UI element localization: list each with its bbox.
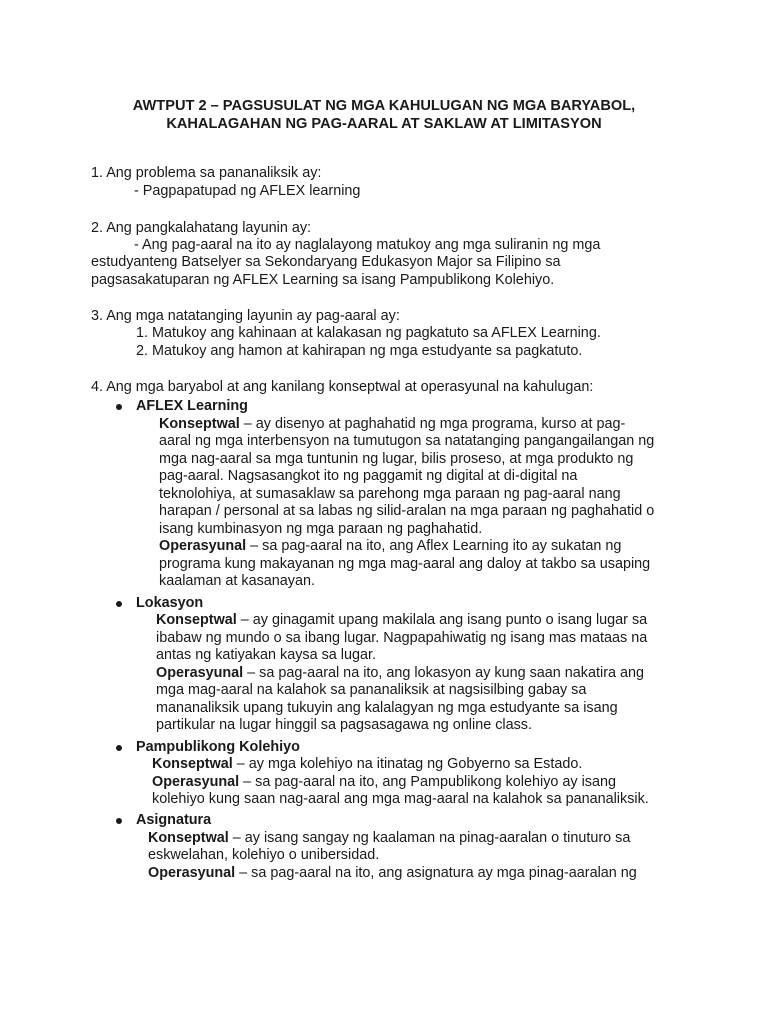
section-4-heading: 4. Ang mga baryabol at ang kanilang konseptwal at operasyunal na kahulugan: [91, 379, 594, 395]
aflex-konseptwal-line: Konseptwal – ay disenyo at paghahatid ng mga programa, kurso at pag- [159, 416, 626, 432]
bullet-icon [116, 601, 122, 607]
operasyunal-label: Operasyunal [159, 538, 247, 554]
bullet-icon [116, 745, 122, 751]
lokasyon-operasyunal-line: Operasyunal – sa pag-aaral na ito, ang lokasyon ay kung saan nakatira ang [156, 665, 644, 681]
pampubliko-operasyunal-line: kolehiyo kung saan nag-aaral ang mga mag-aaral na kalahok sa pananaliksik. [152, 791, 649, 807]
lokasyon-konseptwal-line: antas ng katiyakan kaysa sa lugar. [156, 647, 376, 663]
operasyunal-label: Operasyunal [148, 865, 236, 881]
section-3-item: 1. Matukoy ang kahinaan at kalakasan ng pagkatuto sa AFLEX Learning. [136, 325, 601, 341]
lokasyon-konseptwal-line: Konseptwal – ay ginagamit upang makilala ang isang punto o isang lugar sa [156, 612, 648, 628]
variable-aflex-label: AFLEX Learning [136, 398, 248, 414]
asignatura-konseptwal-line: eskwelahan, kolehiyo o unibersidad. [148, 847, 380, 863]
document-title-line-1: AWTPUT 2 – PAGSUSULAT NG MGA KAHULUGAN NG MGA BARYABOL, [132, 98, 636, 114]
variable-asignatura-label: Asignatura [136, 812, 212, 828]
section-3-heading: 3. Ang mga natatanging layunin ay pag-aaral ay: [91, 308, 400, 324]
aflex-konseptwal-line: mga nag-aaral sa mga tuntunin ng lugar, bilis proseso, at mga produkto ng [159, 451, 634, 467]
aflex-konseptwal-line: pag-aaral. Nagsasangkot ito ng paggamit ng digital at di-digital na [159, 468, 578, 484]
section-2-line: pagsasakatuparan ng AFLEX Learning sa isang Pampublikong Kolehiyo. [91, 272, 555, 288]
operasyunal-label: Operasyunal [156, 665, 244, 681]
konseptwal-label: Konseptwal [152, 756, 233, 772]
asignatura-konseptwal-line: Konseptwal – ay isang sangay ng kaalaman na pinag-aaralan o tinuturo sa [148, 830, 631, 846]
aflex-operasyunal-line: programa kung makayanan ng mga mag-aaral ang daloy at takbo sa usaping [159, 556, 651, 572]
pampubliko-konseptwal-line: Konseptwal – ay mga kolehiyo na itinatag ng Gobyerno sa Estado. [152, 756, 583, 772]
aflex-konseptwal-line: isang kumbinasyon ng mga paraan ng paghahatid. [159, 521, 483, 537]
section-2-heading: 2. Ang pangkalahatang layunin ay: [91, 220, 312, 236]
bullet-icon [116, 818, 122, 824]
konseptwal-label: Konseptwal [148, 830, 229, 846]
aflex-konseptwal-line: aaral ng mga interbensyon na tumutugon sa natatanging pangangailangan ng [159, 433, 655, 449]
section-2-line: estudyanteng Batselyer sa Sekondaryang Edukasyon Major sa Filipino sa [91, 254, 561, 270]
pampubliko-operasyunal-line: Operasyunal – sa pag-aaral na ito, ang Pampublikong kolehiyo ay isang [152, 774, 616, 790]
konseptwal-label: Konseptwal [159, 416, 240, 432]
operasyunal-label: Operasyunal [152, 774, 240, 790]
bullet-icon [116, 404, 122, 410]
lokasyon-konseptwal-line: ibabaw ng mundo o sa ibang lugar. Nagpapahiwatig ng isang mas mataas na [156, 630, 648, 646]
lokasyon-operasyunal-line: mananaliksik upang tukuyin ang kalalagyan ng mga estudyante sa isang [156, 700, 618, 716]
aflex-operasyunal-line: kaalaman at kasanayan. [159, 573, 315, 589]
aflex-konseptwal-line: teknolohiya, at sumasaklaw sa parehong mga paraan ng pag-aaral nang [159, 486, 621, 502]
lokasyon-operasyunal-line: partikular na lugar hinggil sa pagsasagawa ng online class. [156, 717, 532, 733]
variable-lokasyon-label: Lokasyon [136, 595, 204, 611]
document-title-line-2: KAHALAGAHAN NG PAG-AARAL AT SAKLAW AT LIMITASYON [166, 116, 602, 132]
section-1-item: - Pagpapatupad ng AFLEX learning [134, 183, 361, 199]
asignatura-operasyunal-line: Operasyunal – sa pag-aaral na ito, ang asignatura ay mga pinag-aaralan ng [148, 865, 637, 881]
konseptwal-label: Konseptwal [156, 612, 237, 628]
section-3-item: 2. Matukoy ang hamon at kahirapan ng mga estudyante sa pagkatuto. [136, 343, 583, 359]
section-1-heading: 1. Ang problema sa pananaliksik ay: [91, 165, 322, 181]
variable-pampubliko-label: Pampublikong Kolehiyo [136, 739, 300, 755]
lokasyon-operasyunal-line: mga mag-aaral na kalahok sa pananaliksik at nagsisilbing gabay sa [156, 682, 587, 698]
aflex-operasyunal-line: Operasyunal – sa pag-aaral na ito, ang Aflex Learning ito ay sukatan ng [159, 538, 622, 554]
aflex-konseptwal-line: harapan / personal at sa labas ng silid-aralan na mga paraan ng paghahatid o [159, 503, 655, 519]
section-2-line: - Ang pag-aaral na ito ay naglalayong matukoy ang mga suliranin ng mga [134, 237, 601, 253]
